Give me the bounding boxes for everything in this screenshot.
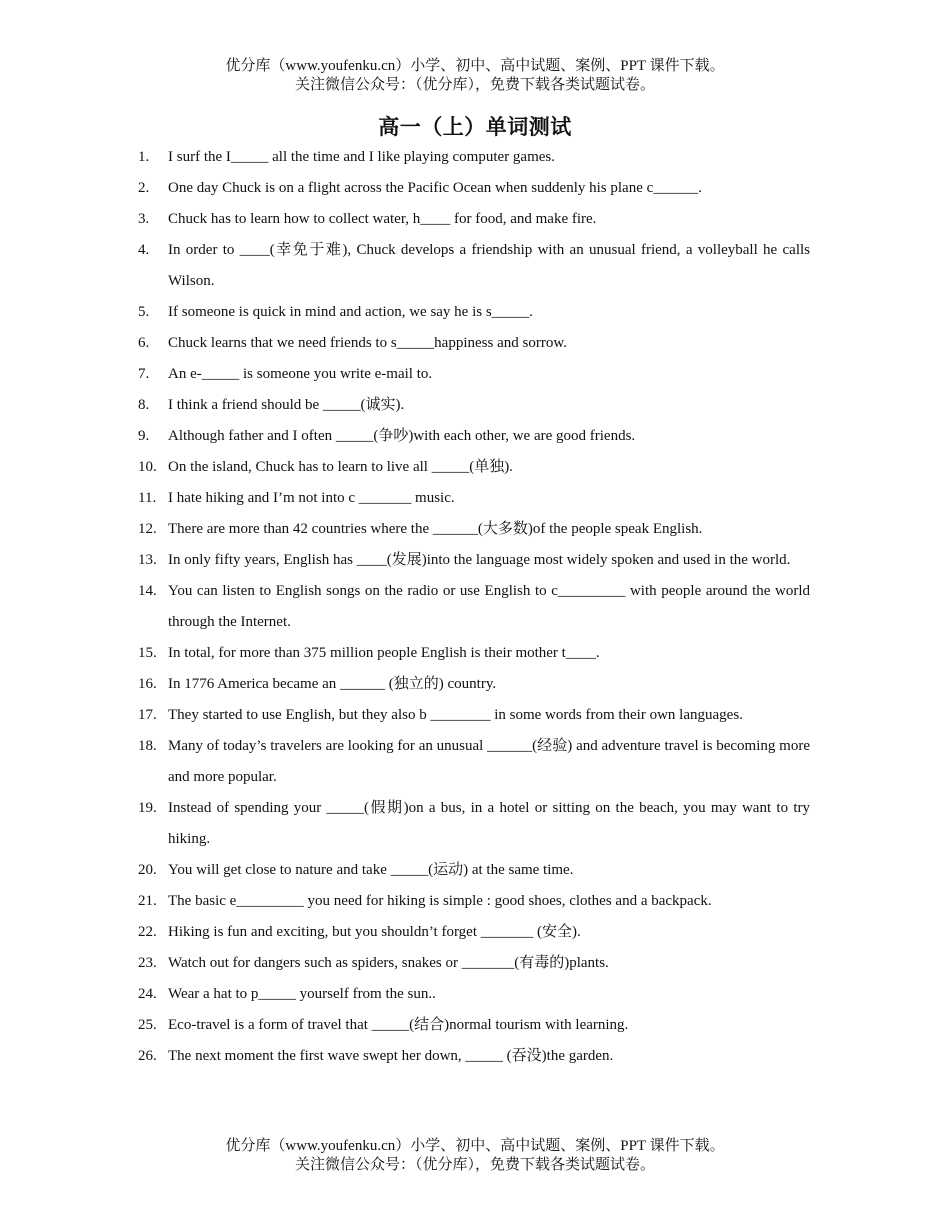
question-item (138, 855, 810, 886)
question-item (138, 235, 810, 297)
question-number: 4. (138, 242, 150, 258)
question-number: 23. (138, 955, 157, 971)
question-text: They started to use English, but they also b ________ in some words from their own languages. (168, 707, 743, 723)
question-text: You can listen to English songs on the radio or use English to c_________ with people around the world through the Internet. (168, 583, 810, 630)
question-item (138, 979, 810, 1010)
question-text: Many of today’s travelers are looking for an unusual ______(经验) and adventure travel is becoming more and more popular. (168, 738, 810, 785)
question-number: 13. (138, 552, 157, 568)
header-line-1: 优分库（www.youfenku.cn）小学、初中、高中试题、案例、PPT 课件下载。 (225, 58, 725, 74)
page-title: 高一（上）单词测试 (378, 115, 572, 139)
question-number: 10. (138, 459, 157, 475)
question-number: 12. (138, 521, 157, 537)
question-item (138, 731, 810, 793)
question-item (138, 1041, 810, 1072)
question-text: If someone is quick in mind and action, we say he is s_____. (168, 304, 533, 320)
question-item (138, 886, 810, 917)
question-number: 19. (138, 800, 157, 816)
question-number: 26. (138, 1048, 157, 1064)
question-number: 14. (138, 583, 157, 599)
question-text: In only fifty years, English has ____(发展)into the language most widely spoken and used in the world. (168, 552, 791, 568)
question-item (138, 576, 810, 638)
question-text: Although father and I often _____(争吵)with each other, we are good friends. (168, 428, 636, 444)
question-item (138, 359, 810, 390)
header-line-2: 关注微信公众号：（优分库），免费下载各类试题试卷。 (294, 77, 655, 93)
question-item (138, 793, 810, 855)
question-text: Watch out for dangers such as spiders, snakes or _______(有毒的)plants. (168, 955, 609, 971)
question-number: 17. (138, 707, 157, 723)
question-item (138, 390, 810, 421)
question-number: 1. (138, 149, 150, 165)
question-item (138, 421, 810, 452)
question-text: An e-_____ is someone you write e-mail to. (168, 366, 433, 382)
question-item (138, 142, 810, 173)
question-number: 22. (138, 924, 157, 940)
question-number: 25. (138, 1017, 157, 1033)
question-text: On the island, Chuck has to learn to live all _____(单独). (168, 459, 513, 475)
question-number: 5. (138, 304, 150, 320)
question-number: 3. (138, 211, 150, 227)
question-text: In 1776 America became an ______ (独立的) country. (168, 676, 497, 692)
question-item (138, 545, 810, 576)
question-item (138, 1010, 810, 1041)
footer-line-2: 关注微信公众号：（优分库），免费下载各类试题试卷。 (294, 1157, 655, 1173)
question-item (138, 948, 810, 979)
question-text: I think a friend should be _____(诚实). (168, 397, 405, 413)
question-text: I hate hiking and I’m not into c _______ music. (168, 490, 455, 506)
question-number: 20. (138, 862, 157, 878)
question-number: 24. (138, 986, 157, 1002)
question-text: Hiking is fun and exciting, but you shouldn’t forget _______ (安全). (168, 924, 581, 940)
question-text: Eco-travel is a form of travel that _____(结合)normal tourism with learning. (168, 1017, 629, 1033)
question-item (138, 700, 810, 731)
question-item (138, 514, 810, 545)
question-text: I surf the I_____ all the time and I like playing computer games. (168, 149, 555, 165)
question-number: 7. (138, 366, 150, 382)
question-number: 15. (138, 645, 157, 661)
question-number: 6. (138, 335, 150, 351)
question-number: 2. (138, 180, 150, 196)
question-item (138, 917, 810, 948)
question-text: The basic e_________ you need for hiking is simple : good shoes, clothes and a backpack. (168, 893, 712, 909)
question-text: In order to ____(幸免于难), Chuck develops a friendship with an unusual friend, a volleyball he calls Wilson. (168, 242, 810, 289)
question-item (138, 297, 810, 328)
question-text: You will get close to nature and take _____(运动) at the same time. (168, 862, 574, 878)
question-text: Instead of spending your _____(假期)on a bus, in a hotel or sitting on the beach, you may want to try hiking. (168, 800, 810, 847)
question-item (138, 452, 810, 483)
question-list (138, 142, 810, 1072)
question-number: 9. (138, 428, 150, 444)
question-item (138, 328, 810, 359)
question-item (138, 173, 810, 204)
question-text: Wear a hat to p_____ yourself from the sun.. (168, 986, 436, 1002)
page-footer (0, 1137, 950, 1175)
question-text: The next moment the first wave swept her down, _____ (吞没)the garden. (168, 1048, 614, 1064)
footer-line-1: 优分库（www.youfenku.cn）小学、初中、高中试题、案例、PPT 课件下载。 (225, 1138, 725, 1154)
question-item (138, 638, 810, 669)
question-number: 11. (138, 490, 157, 506)
question-item (138, 669, 810, 700)
page-header (0, 57, 950, 95)
question-number: 8. (138, 397, 150, 413)
question-item (138, 483, 810, 514)
question-number: 21. (138, 893, 157, 909)
question-text: In total, for more than 375 million people English is their mother t____. (168, 645, 600, 661)
question-number: 16. (138, 676, 157, 692)
question-text: Chuck has to learn how to collect water, h____ for food, and make fire. (168, 211, 597, 227)
question-text: Chuck learns that we need friends to s_____happiness and sorrow. (168, 335, 567, 351)
question-item (138, 204, 810, 235)
question-text: One day Chuck is on a flight across the Pacific Ocean when suddenly his plane c______. (168, 180, 703, 196)
question-text: There are more than 42 countries where the ______(大多数)of the people speak English. (168, 521, 703, 537)
question-number: 18. (138, 738, 157, 754)
